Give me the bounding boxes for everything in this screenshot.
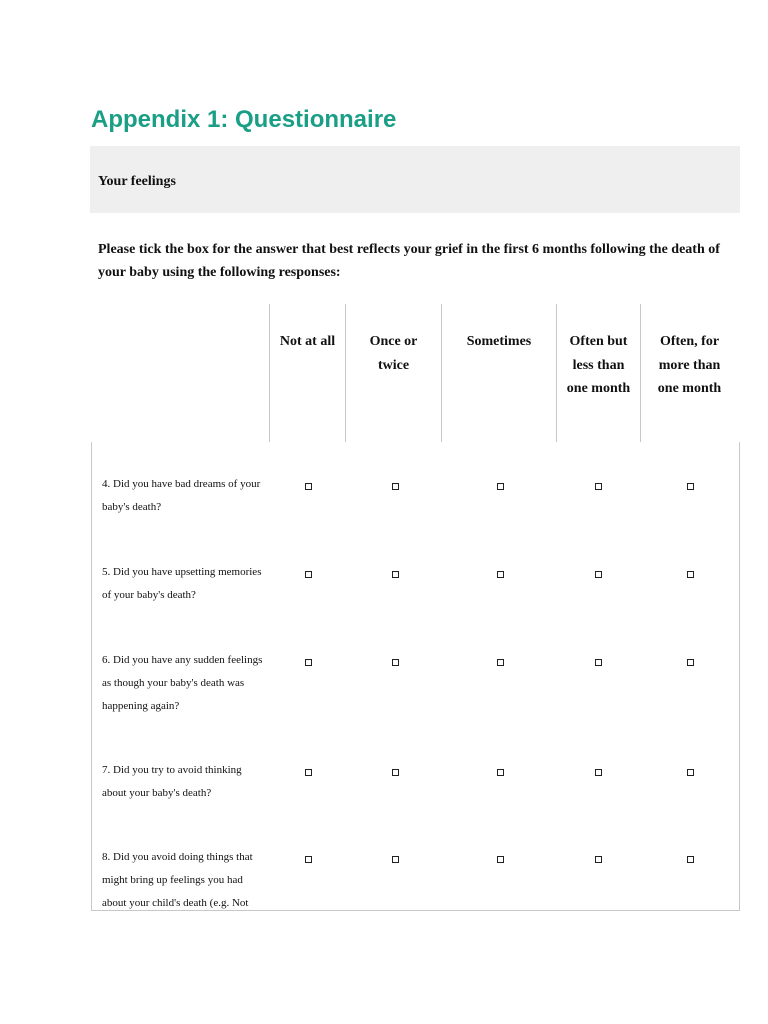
instructions-text: Please tick the box for the answer that best reflects your grief in the first 6 months following the death of your baby using the following responses: — [98, 242, 720, 280]
column-header-often-more-label: Often, for more than one month — [657, 334, 722, 396]
checkbox-sometimes[interactable] — [497, 769, 504, 776]
checkbox-sometimes[interactable] — [497, 483, 504, 490]
checkbox-sometimes[interactable] — [497, 856, 504, 863]
checkbox-not-at-all[interactable] — [305, 483, 312, 490]
column-divider — [269, 304, 270, 442]
checkbox-sometimes[interactable] — [497, 659, 504, 666]
checkbox-often-less[interactable] — [595, 856, 602, 863]
question-text: 5. Did you have upsetting memories of your baby's death? — [102, 566, 262, 601]
checkbox-once-or-twice[interactable] — [392, 483, 399, 490]
section-label: Your feelings — [98, 174, 176, 189]
column-header-not-at-all: Not at all — [279, 334, 336, 349]
checkbox-often-less[interactable] — [595, 769, 602, 776]
checkbox-once-or-twice[interactable] — [392, 659, 399, 666]
question-text: 6. Did you have any sudden feelings as though your baby's death was happening again? — [102, 654, 263, 712]
checkbox-often-more[interactable] — [687, 659, 694, 666]
checkbox-often-more[interactable] — [687, 483, 694, 490]
checkbox-not-at-all[interactable] — [305, 856, 312, 863]
column-divider — [556, 304, 557, 442]
checkbox-often-less[interactable] — [595, 483, 602, 490]
checkbox-not-at-all[interactable] — [305, 769, 312, 776]
column-header-sometimes: Sometimes — [466, 334, 532, 349]
checkbox-sometimes[interactable] — [497, 571, 504, 578]
column-header-often-less-label: Often but less than one month — [566, 334, 631, 396]
checkbox-often-less[interactable] — [595, 659, 602, 666]
column-header-once-or-twice-label: Once or twice — [369, 334, 418, 373]
column-header-once-or-twice — [346, 304, 441, 442]
question-text: 8. Did you avoid doing things that might bring up feelings you had about your child's death (e.g. Not — [102, 851, 253, 909]
checkbox-often-more[interactable] — [687, 769, 694, 776]
question-text: 7. Did you try to avoid thinking about your baby's death? — [102, 764, 242, 799]
checkbox-not-at-all[interactable] — [305, 659, 312, 666]
section-header — [90, 146, 740, 213]
checkbox-not-at-all[interactable] — [305, 571, 312, 578]
checkbox-often-more[interactable] — [687, 571, 694, 578]
checkbox-often-less[interactable] — [595, 571, 602, 578]
column-divider — [441, 304, 442, 442]
column-header-often-more — [641, 304, 738, 442]
checkbox-once-or-twice[interactable] — [392, 571, 399, 578]
page-title: Appendix 1: Questionnaire — [91, 106, 397, 133]
column-header-often-less — [557, 304, 640, 442]
checkbox-once-or-twice[interactable] — [392, 769, 399, 776]
column-divider — [640, 304, 641, 442]
checkbox-often-more[interactable] — [687, 856, 694, 863]
question-text: 4. Did you have bad dreams of your baby's death? — [102, 478, 261, 513]
questions-table — [91, 442, 740, 911]
checkbox-once-or-twice[interactable] — [392, 856, 399, 863]
column-divider — [345, 304, 346, 442]
